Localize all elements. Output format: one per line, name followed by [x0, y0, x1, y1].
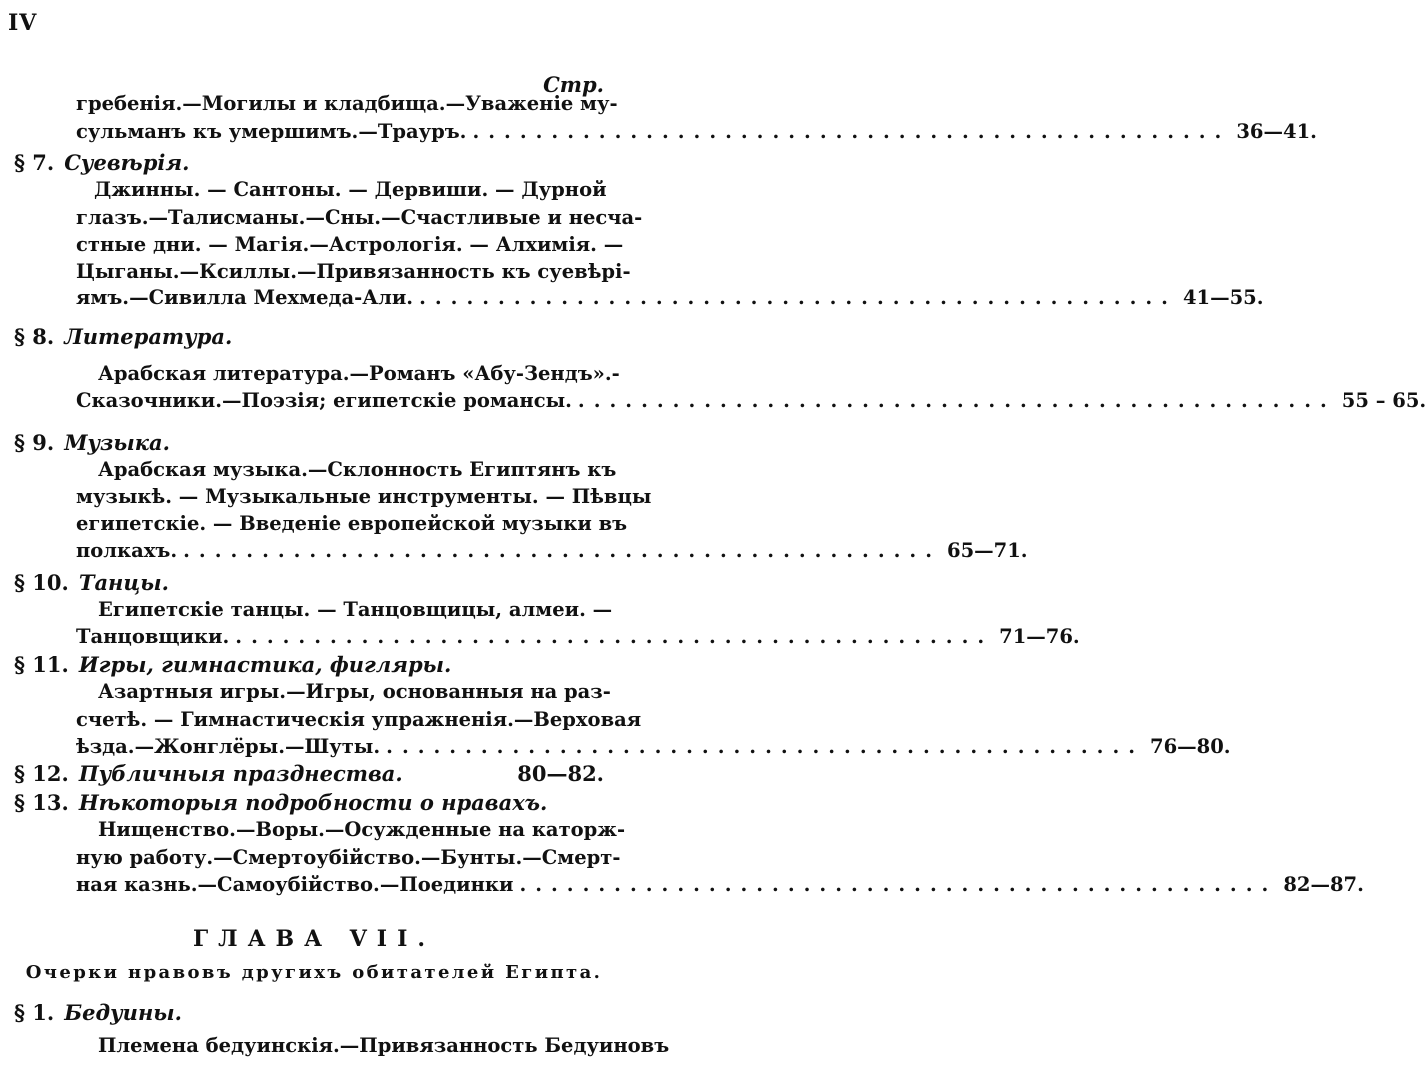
toc-line: Азартныя игры.—Игры, основанныя на раз-	[98, 680, 611, 703]
toc-page-range: 76—80.	[1150, 735, 1231, 758]
toc-line: Цыганы.—Ксиллы.—Привязанность къ суевѣрі-	[76, 260, 631, 283]
chapter-heading: ГЛАВА VII.	[192, 926, 436, 952]
section-mark: § 10.	[14, 570, 69, 595]
toc-line: глазъ.—Талисманы.—Сны.—Счастливые и несча-	[76, 206, 643, 229]
leader-dots: ................................................	[519, 873, 1278, 896]
toc-page-range: 36—41.	[1236, 120, 1317, 143]
toc-page-range: 55 – 65.	[1341, 389, 1426, 412]
toc-line: гребенія.—Могилы и кладбища.—Уваженіе му-	[76, 92, 618, 115]
toc-entry-last-line	[76, 735, 1231, 758]
toc-line: Арабская литература.—Романъ «Абу-Зендъ».-	[98, 362, 620, 385]
section-mark: § 9.	[14, 430, 55, 455]
toc-entry-text: полкахъ.	[76, 539, 178, 562]
section-title: Суевѣрія.	[64, 150, 190, 175]
section-heading	[14, 150, 189, 175]
section-title: Нѣкоторыя подробности о нравахъ.	[78, 790, 548, 815]
section-heading	[14, 324, 232, 349]
section-title: Игры, гимнастика, фигляры.	[78, 652, 452, 677]
section-title: Музыка.	[64, 430, 170, 455]
section-heading	[14, 790, 547, 815]
page-number: IV	[8, 10, 38, 36]
toc-page-range: 65—71.	[947, 539, 1028, 562]
toc-line: счетѣ. — Гимнастическія упражненія.—Верховая	[76, 708, 642, 731]
section-mark: § 8.	[14, 324, 55, 349]
toc-page-range: 41—55.	[1182, 286, 1264, 309]
toc-entry-last-line	[76, 286, 1264, 309]
toc-entry-last-line	[14, 761, 604, 786]
section-title: Бедуины.	[64, 1000, 182, 1025]
section-heading	[14, 1000, 182, 1025]
leader-dots: ................................................	[235, 625, 994, 648]
toc-entry-last-line	[76, 120, 1317, 143]
toc-entry-text: Сказочники.—Поэзія; египетскіе романсы.	[76, 389, 572, 412]
leader-dots: ................................................	[419, 286, 1177, 309]
section-title: Литература.	[64, 324, 233, 349]
page-column-label: Стр.	[543, 72, 604, 97]
toc-page-range: 80—82.	[517, 761, 604, 786]
section-heading	[14, 652, 451, 677]
chapter-subtitle: Очерки нравовъ другихъ обитателей Египта.	[25, 962, 603, 983]
leader-dots: ................................................	[472, 120, 1231, 143]
toc-page-range: 71—76.	[999, 625, 1080, 648]
toc-entry-text: сульманъ къ умершимъ.—Трауръ.	[76, 120, 467, 143]
toc-line: Арабская музыка.—Склонность Египтянъ къ	[98, 458, 617, 481]
section-heading	[14, 430, 170, 455]
toc-entry-text: ямъ.—Сивилла Мехмеда-Али.	[76, 286, 414, 309]
toc-line: ную работу.—Смертоубійство.—Бунты.—Смерт-	[76, 846, 621, 869]
section-mark: § 7.	[14, 150, 55, 175]
section-heading	[14, 570, 169, 595]
toc-line: Джинны. — Сантоны. — Дервиши. — Дурной	[94, 178, 607, 201]
toc-entry-last-line	[76, 539, 1028, 562]
leader-dots: ................................................	[577, 389, 1336, 412]
toc-line: Египетскіе танцы. — Танцовщицы, алмеи. —	[98, 598, 613, 621]
toc-line: Племена бедуинскія.—Привязанность Бедуиновъ	[98, 1034, 670, 1057]
toc-entry-last-line	[76, 873, 1364, 896]
toc-page-range: 82—87.	[1283, 873, 1364, 896]
section-title: Танцы.	[78, 570, 169, 595]
leader-dots: ................................................	[386, 735, 1145, 758]
section-mark: § 11.	[14, 652, 69, 677]
leader-dots: ................................................	[183, 539, 941, 562]
toc-line: стные дни. — Магія.—Астрологія. — Алхимія. —	[76, 233, 624, 256]
toc-line: музыкѣ. — Музыкальные инструменты. — Пѣвцы	[76, 485, 652, 508]
toc-line: египетскіе. — Введеніе европейской музыки въ	[76, 512, 628, 535]
section-title: Публичныя празднества.	[78, 761, 403, 786]
toc-entry-text: ѣзда.—Жонглёры.—Шуты.	[76, 735, 381, 758]
section-heading	[14, 761, 403, 786]
section-mark: § 13.	[14, 790, 69, 815]
toc-line: Нищенство.—Воры.—Осужденные на каторж-	[98, 818, 626, 841]
section-mark: § 12.	[14, 761, 69, 786]
toc-entry-text: ная казнь.—Самоубійство.—Поединки	[76, 873, 514, 896]
toc-entry-text: Танцовщики.	[76, 625, 230, 648]
toc-entry-last-line	[76, 625, 1080, 648]
toc-entry-last-line	[76, 389, 1426, 412]
section-mark: § 1.	[14, 1000, 55, 1025]
